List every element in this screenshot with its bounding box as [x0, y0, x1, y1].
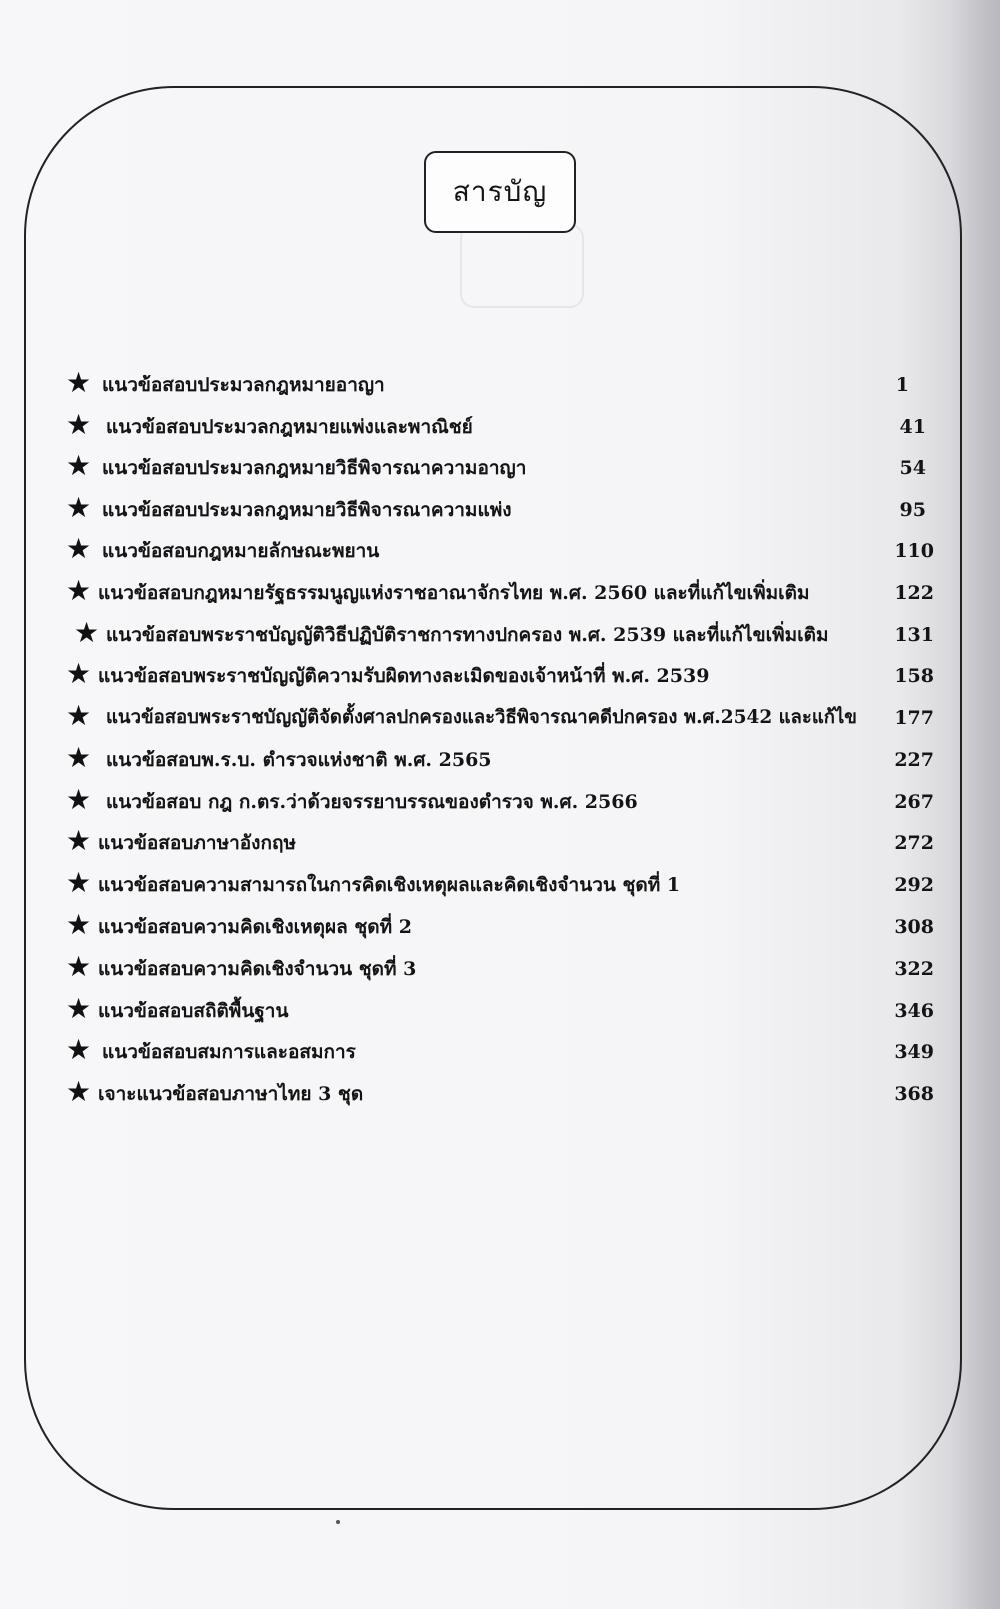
toc-entry [0, 449, 1000, 495]
toc-entry [0, 366, 1000, 412]
star-icon: ★ [66, 574, 92, 607]
toc-entry-page-number: 267 [894, 791, 934, 813]
toc-entry-title: แนวข้อสอบพระราชบัญญัติความรับผิดทางละเมิดของเจ้าหน้าที่ พ.ศ. 2539 [98, 665, 710, 687]
toc-entry-title: แนวข้อสอบประมวลกฎหมายแพ่งและพาณิชย์ [106, 416, 473, 438]
star-icon: ★ [66, 783, 92, 816]
toc-entry [0, 1033, 1000, 1079]
star-icon: ★ [66, 1033, 92, 1066]
star-icon: ★ [66, 741, 92, 774]
toc-entry-title: แนวข้อสอบ กฎ ก.ตร.ว่าด้วยจรรยาบรรณของตำรวจ พ.ศ. 2566 [106, 791, 638, 813]
toc-entry-title: แนวข้อสอบความสามารถในการคิดเชิงเหตุผลและคิดเชิงจำนวน ชุดที่ 1 [98, 874, 681, 896]
toc-entry-title: แนวข้อสอบพ.ร.บ. ตำรวจแห่งชาติ พ.ศ. 2565 [106, 749, 492, 771]
toc-entry-page-number: 110 [894, 540, 934, 562]
toc-entry [0, 616, 1000, 662]
toc-entry-page-number: 1 [895, 374, 909, 396]
star-icon: ★ [66, 950, 92, 983]
toc-entry-title: แนวข้อสอบสถิติพื้นฐาน [98, 1000, 289, 1022]
star-icon: ★ [66, 657, 92, 690]
toc-entry-page-number: 368 [894, 1083, 934, 1105]
toc-entry-page-number: 272 [894, 832, 934, 854]
toc-entry-page-number: 158 [894, 665, 934, 687]
toc-entry-page-number: 349 [894, 1041, 934, 1063]
star-icon: ★ [74, 616, 100, 649]
toc-entry [0, 532, 1000, 578]
toc-entry-page-number: 346 [894, 1000, 934, 1022]
toc-title: สารบัญ [452, 175, 548, 208]
toc-entry-title: แนวข้อสอบประมวลกฎหมายวิธีพิจารณาความอาญา [102, 457, 527, 479]
toc-entry-title: แนวข้อสอบประมวลกฎหมายอาญา [102, 374, 385, 396]
toc-entry [0, 950, 1000, 996]
toc-entry-page-number: 95 [899, 499, 926, 521]
star-icon: ★ [66, 866, 92, 899]
star-icon: ★ [66, 1075, 92, 1108]
toc-entry-title: แนวข้อสอบกฎหมายลักษณะพยาน [102, 540, 380, 562]
toc-entry-title: แนวข้อสอบประมวลกฎหมายวิธีพิจารณาความแพ่ง [102, 499, 512, 521]
toc-entry-page-number: 131 [894, 624, 934, 646]
toc-entry [0, 699, 1000, 745]
toc-entry [0, 992, 1000, 1038]
star-icon: ★ [66, 699, 92, 732]
toc-entry-page-number: 322 [894, 958, 934, 980]
star-icon: ★ [66, 491, 92, 524]
toc-entry [0, 491, 1000, 537]
toc-entry-title: แนวข้อสอบภาษาอังกฤษ [98, 832, 296, 854]
toc-entry-page-number: 177 [894, 707, 934, 729]
star-icon: ★ [66, 908, 92, 941]
toc-entry-title: แนวข้อสอบสมการและอสมการ [102, 1041, 356, 1063]
toc-entry-title: เจาะแนวข้อสอบภาษาไทย 3 ชุด [98, 1083, 364, 1105]
toc-entry-page-number: 54 [899, 457, 926, 479]
toc-entry-title: แนวข้อสอบพระราชบัญญัติจัดตั้งศาลปกครองและวิธีพิจารณาคดีปกครอง พ.ศ.2542 และแก้ไข [106, 707, 857, 728]
star-icon: ★ [66, 532, 92, 565]
toc-entry [0, 408, 1000, 454]
toc-entry-title: แนวข้อสอบพระราชบัญญัติวิธีปฏิบัติราชการทางปกครอง พ.ศ. 2539 และที่แก้ไขเพิ่มเติม [106, 624, 829, 646]
toc-entry-page-number: 308 [894, 916, 934, 938]
toc-entry-page-number: 41 [899, 416, 926, 438]
toc-entry [0, 657, 1000, 703]
toc-entry [0, 866, 1000, 912]
toc-entry-title: แนวข้อสอบความคิดเชิงเหตุผล ชุดที่ 2 [98, 916, 413, 938]
toc-entry-page-number: 122 [894, 582, 934, 604]
toc-entry-title: แนวข้อสอบความคิดเชิงจำนวน ชุดที่ 3 [98, 958, 417, 980]
star-icon: ★ [66, 824, 92, 857]
star-icon: ★ [66, 992, 92, 1025]
star-icon: ★ [66, 408, 92, 441]
page-mark [336, 1520, 340, 1524]
toc-entry [0, 741, 1000, 787]
toc-entry-title: แนวข้อสอบกฎหมายรัฐธรรมนูญแห่งราชอาณาจักรไทย พ.ศ. 2560 และที่แก้ไขเพิ่มเติม [98, 582, 810, 604]
toc-entry [0, 1075, 1000, 1121]
star-icon: ★ [66, 449, 92, 482]
star-icon: ★ [66, 366, 92, 399]
toc-entry [0, 783, 1000, 829]
toc-entry-page-number: 227 [894, 749, 934, 771]
toc-entry [0, 824, 1000, 870]
toc-entry-page-number: 292 [894, 874, 934, 896]
toc-entry [0, 908, 1000, 954]
toc-entry [0, 574, 1000, 620]
